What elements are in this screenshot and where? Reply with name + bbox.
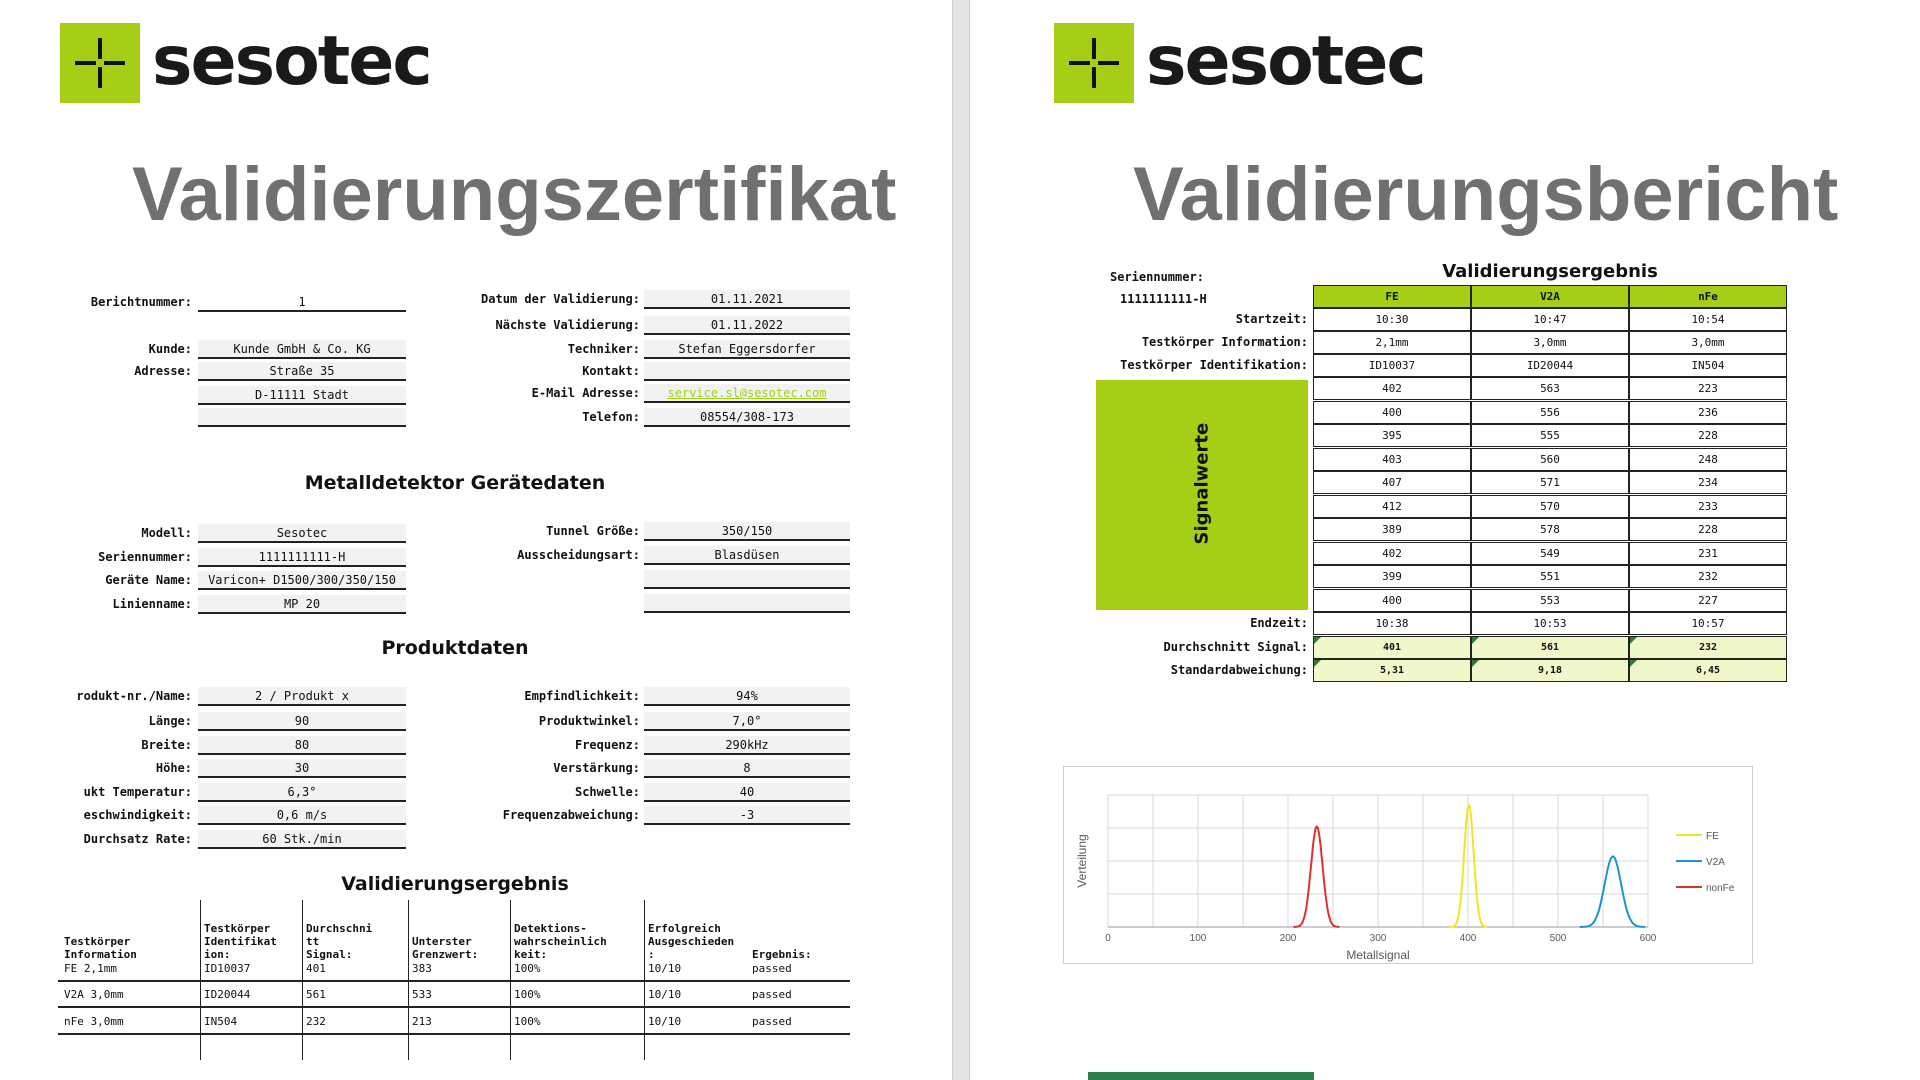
note-marker-icon bbox=[1472, 637, 1479, 644]
field-value: 40 bbox=[644, 783, 850, 802]
signal-value-cell: 556 bbox=[1471, 401, 1629, 424]
std-deviation-cell bbox=[1629, 659, 1787, 682]
field-value: 1111111111-H bbox=[198, 548, 406, 567]
table-row-divider bbox=[58, 1033, 850, 1035]
field-value: 1 bbox=[198, 293, 406, 312]
field-value: -3 bbox=[644, 806, 850, 825]
signal-value-cell: 571 bbox=[1471, 471, 1629, 494]
testpiece-info-cell: 2,1mm bbox=[1313, 331, 1471, 354]
y-axis-label: Verteilung bbox=[1075, 834, 1089, 888]
table-header: Durchschni tt Signal: bbox=[306, 922, 373, 961]
testpiece-info-cell: 3,0mm bbox=[1629, 331, 1787, 354]
row-label: Testkörper Identifikation: bbox=[1120, 358, 1308, 372]
note-marker-icon bbox=[1314, 637, 1321, 644]
signal-value-cell: 563 bbox=[1471, 377, 1629, 400]
signal-value-cell: 389 bbox=[1313, 518, 1471, 541]
field-value: Straße 35 bbox=[198, 362, 406, 381]
row-label: Testkörper Information: bbox=[1141, 335, 1308, 349]
testpiece-info-cell: 3,0mm bbox=[1471, 331, 1629, 354]
signal-value-cell: 228 bbox=[1629, 424, 1787, 447]
product-section-title: Produktdaten bbox=[381, 637, 529, 659]
field-value: 350/150 bbox=[644, 522, 850, 541]
std-deviation-cell bbox=[1471, 659, 1629, 682]
field-value: 2 / Produkt x bbox=[198, 687, 406, 706]
field-label: rodukt-nr./Name: bbox=[76, 689, 192, 703]
certificate-page bbox=[0, 0, 952, 1080]
signal-value-cell: 578 bbox=[1471, 518, 1629, 541]
table-header: Ergebnis: bbox=[752, 948, 812, 961]
row-label: Durchschnitt Signal: bbox=[1163, 640, 1308, 654]
x-tick-label: 300 bbox=[1369, 933, 1387, 944]
field-label: Nächste Validierung: bbox=[495, 318, 640, 332]
field-label: Frequenz: bbox=[574, 738, 640, 752]
field-label: Frequenzabweichung: bbox=[502, 808, 640, 822]
table-cell: ID20044 bbox=[204, 988, 251, 1001]
field-label: Techniker: bbox=[567, 342, 640, 356]
field-value: 6,3° bbox=[198, 783, 406, 802]
cell-value: 401 bbox=[1382, 642, 1402, 653]
x-tick-label: 0 bbox=[1105, 933, 1111, 944]
signal-value-cell: 570 bbox=[1471, 495, 1629, 518]
average-signal-cell bbox=[1313, 636, 1471, 659]
field-value: 01.11.2021 bbox=[644, 290, 850, 309]
field-label: Kunde: bbox=[148, 342, 192, 356]
signal-value-cell: 400 bbox=[1313, 589, 1471, 612]
email-link[interactable]: service.sl@sesotec.com bbox=[644, 384, 850, 403]
cell-value: 5,31 bbox=[1379, 665, 1405, 676]
signal-value-cell: 399 bbox=[1313, 565, 1471, 588]
field-value: D-11111 Stadt bbox=[198, 386, 406, 405]
field-value bbox=[198, 408, 406, 427]
note-marker-icon bbox=[1472, 660, 1479, 667]
table-cell: 100% bbox=[514, 962, 541, 975]
start-time-cell: 10:47 bbox=[1471, 308, 1629, 331]
table-column-divider bbox=[644, 900, 645, 1060]
field-label: Produktwinkel: bbox=[538, 714, 640, 728]
field-value: 94% bbox=[644, 687, 850, 706]
brand-name: sesotec bbox=[1146, 22, 1425, 101]
start-time-cell: 10:54 bbox=[1629, 308, 1787, 331]
field-value bbox=[644, 594, 850, 613]
start-time-cell: 10:30 bbox=[1313, 308, 1471, 331]
end-time-cell: 10:53 bbox=[1471, 612, 1629, 635]
field-label: Länge: bbox=[148, 714, 192, 728]
field-value bbox=[644, 362, 850, 381]
signal-value-cell: 248 bbox=[1629, 448, 1787, 471]
table-cell: ID10037 bbox=[204, 962, 251, 975]
sesotec-logo-icon bbox=[60, 23, 140, 103]
table-row-divider bbox=[58, 1006, 850, 1008]
field-value: 7,0° bbox=[644, 712, 850, 731]
field-value: Stefan Eggersdorfer bbox=[644, 340, 850, 359]
note-marker-icon bbox=[1630, 660, 1637, 667]
field-value: 90 bbox=[198, 712, 406, 731]
signal-value-cell: 228 bbox=[1629, 518, 1787, 541]
column-header: nFe bbox=[1629, 285, 1787, 308]
end-time-cell: 10:38 bbox=[1313, 612, 1471, 635]
footer-bar bbox=[1088, 1072, 1314, 1080]
note-marker-icon bbox=[1314, 660, 1321, 667]
legend-entry: nonFe bbox=[1706, 883, 1735, 894]
table-cell: FE 2,1mm bbox=[64, 962, 117, 975]
average-signal-cell bbox=[1471, 636, 1629, 659]
signal-distribution-chart bbox=[1063, 766, 1753, 964]
field-label: Empfindlichkeit: bbox=[524, 689, 640, 703]
signal-value-cell: 402 bbox=[1313, 542, 1471, 565]
table-cell: nFe 3,0mm bbox=[64, 1015, 124, 1028]
field-label: Tunnel Größe: bbox=[546, 524, 640, 538]
field-label: ukt Temperatur: bbox=[83, 785, 192, 799]
table-column-divider bbox=[200, 900, 201, 1060]
x-tick-label: 100 bbox=[1189, 933, 1207, 944]
testpiece-id-cell: ID10037 bbox=[1313, 354, 1471, 377]
signal-value-cell: 403 bbox=[1313, 448, 1471, 471]
field-label: Datum der Validierung: bbox=[481, 292, 640, 306]
table-header: Testkörper Information bbox=[64, 935, 137, 961]
row-label: Standardabweichung: bbox=[1170, 663, 1308, 677]
table-cell: 10/10 bbox=[648, 988, 682, 1001]
field-value: 60 Stk./min bbox=[198, 830, 406, 849]
signal-value-cell: 400 bbox=[1313, 401, 1471, 424]
serial-value: 1111111111-H bbox=[1120, 292, 1207, 306]
table-cell: 383 bbox=[412, 962, 432, 975]
signal-values-block bbox=[1096, 380, 1308, 610]
signal-value-cell: 551 bbox=[1471, 565, 1629, 588]
end-time-cell: 10:57 bbox=[1629, 612, 1787, 635]
table-cell: 213 bbox=[412, 1015, 432, 1028]
legend-entry: FE bbox=[1706, 831, 1719, 842]
table-cell: 100% bbox=[514, 1015, 541, 1028]
column-header: V2A bbox=[1471, 285, 1629, 308]
sesotec-logo-icon bbox=[1054, 23, 1134, 103]
table-cell: 401 bbox=[306, 962, 326, 975]
signal-value-cell: 412 bbox=[1313, 495, 1471, 518]
field-value: 08554/308-173 bbox=[644, 408, 850, 427]
chart-svg bbox=[1064, 767, 1752, 963]
cell-value: 232 bbox=[1698, 642, 1718, 653]
validation-section-title: Validierungsergebnis bbox=[341, 873, 569, 895]
table-row-divider bbox=[58, 980, 850, 982]
x-tick-label: 600 bbox=[1639, 933, 1657, 944]
table-header: Detektions- wahrscheinlich keit: bbox=[514, 922, 607, 961]
signal-value-cell: 233 bbox=[1629, 495, 1787, 518]
page-gutter bbox=[952, 0, 970, 1080]
brand-name: sesotec bbox=[152, 22, 431, 101]
signal-value-cell: 223 bbox=[1629, 377, 1787, 400]
serial-label: Seriennummer: bbox=[1110, 270, 1204, 284]
field-label: Seriennummer: bbox=[98, 550, 192, 564]
std-deviation-cell bbox=[1313, 659, 1471, 682]
field-value: 30 bbox=[198, 759, 406, 778]
signal-value-cell: 232 bbox=[1629, 565, 1787, 588]
signal-value-cell: 227 bbox=[1629, 589, 1787, 612]
average-signal-cell bbox=[1629, 636, 1787, 659]
legend-entry: V2A bbox=[1706, 857, 1725, 868]
field-value: 80 bbox=[198, 736, 406, 755]
field-value: Varicon+ D1500/300/350/150 bbox=[198, 571, 406, 590]
field-label: Berichtnummer: bbox=[90, 295, 192, 309]
field-label: Verstärkung: bbox=[553, 761, 640, 775]
field-label: Schwelle: bbox=[574, 785, 640, 799]
series-line bbox=[1580, 856, 1645, 927]
note-marker-icon bbox=[1630, 637, 1637, 644]
report-page bbox=[970, 0, 1920, 1080]
field-value: Sesotec bbox=[198, 524, 406, 543]
signal-values-label: Signalwerte bbox=[1191, 422, 1213, 545]
report-title: Validierungsbericht bbox=[1133, 152, 1839, 237]
field-value: Blasdüsen bbox=[644, 546, 850, 565]
testpiece-id-cell: ID20044 bbox=[1471, 354, 1629, 377]
field-label: Telefon: bbox=[582, 410, 640, 424]
signal-value-cell: 407 bbox=[1313, 471, 1471, 494]
signal-value-cell: 395 bbox=[1313, 424, 1471, 447]
signal-value-cell: 234 bbox=[1629, 471, 1787, 494]
field-label: Linienname: bbox=[112, 597, 192, 611]
field-value: MP 20 bbox=[198, 595, 406, 614]
field-label: Modell: bbox=[141, 526, 192, 540]
signal-value-cell: 560 bbox=[1471, 448, 1629, 471]
cell-value: 561 bbox=[1540, 642, 1560, 653]
table-column-divider bbox=[510, 900, 511, 1060]
table-cell: 232 bbox=[306, 1015, 326, 1028]
field-value: 8 bbox=[644, 759, 850, 778]
table-header: Testkörper Identifikat ion: bbox=[204, 922, 277, 961]
testpiece-id-cell: IN504 bbox=[1629, 354, 1787, 377]
table-header: Unterster Grenzwert: bbox=[412, 935, 479, 961]
table-cell: passed bbox=[752, 1015, 792, 1028]
table-cell: IN504 bbox=[204, 1015, 238, 1028]
field-value bbox=[644, 570, 850, 589]
signal-value-cell: 402 bbox=[1313, 377, 1471, 400]
field-label: Durchsatz Rate: bbox=[83, 832, 192, 846]
table-cell: passed bbox=[752, 988, 792, 1001]
table-cell: V2A 3,0mm bbox=[64, 988, 124, 1001]
cell-value: 6,45 bbox=[1695, 665, 1721, 676]
table-header: Erfolgreich Ausgeschieden : bbox=[648, 922, 735, 961]
field-label: eschwindigkeit: bbox=[83, 808, 192, 822]
field-value: 0,6 m/s bbox=[198, 806, 406, 825]
table-cell: 10/10 bbox=[648, 1015, 682, 1028]
field-label: Geräte Name: bbox=[105, 573, 192, 587]
x-axis-label: Metallsignal bbox=[1346, 948, 1410, 962]
field-label: Kontakt: bbox=[582, 364, 640, 378]
column-header: FE bbox=[1313, 285, 1471, 308]
field-value: Kunde GmbH & Co. KG bbox=[198, 340, 406, 359]
signal-value-cell: 231 bbox=[1629, 542, 1787, 565]
field-label: E-Mail Adresse: bbox=[531, 386, 640, 400]
field-label: Breite: bbox=[141, 738, 192, 752]
field-label: Höhe: bbox=[155, 761, 192, 775]
signal-value-cell: 553 bbox=[1471, 589, 1629, 612]
series-line bbox=[1450, 805, 1488, 927]
table-cell: 561 bbox=[306, 988, 326, 1001]
field-label: Ausscheidungsart: bbox=[517, 548, 640, 562]
certificate-title: Validierungszertifikat bbox=[132, 152, 897, 237]
table-cell: 10/10 bbox=[648, 962, 682, 975]
table-cell: 100% bbox=[514, 988, 541, 1001]
signal-value-cell: 555 bbox=[1471, 424, 1629, 447]
result-title: Validierungsergebnis bbox=[1442, 261, 1658, 282]
x-tick-label: 200 bbox=[1279, 933, 1297, 944]
signal-value-cell: 236 bbox=[1629, 401, 1787, 424]
field-value: 01.11.2022 bbox=[644, 316, 850, 335]
table-column-divider bbox=[302, 900, 303, 1060]
field-value: 290kHz bbox=[644, 736, 850, 755]
cell-value: 9,18 bbox=[1537, 665, 1563, 676]
table-cell: passed bbox=[752, 962, 792, 975]
x-tick-label: 500 bbox=[1549, 933, 1567, 944]
row-label: Startzeit: bbox=[1235, 312, 1308, 326]
table-cell: 533 bbox=[412, 988, 432, 1001]
device-section-title: Metalldetektor Gerätedaten bbox=[304, 472, 606, 494]
signal-value-cell: 549 bbox=[1471, 542, 1629, 565]
row-label: Endzeit: bbox=[1250, 616, 1308, 630]
field-label: Adresse: bbox=[134, 364, 192, 378]
x-tick-label: 400 bbox=[1459, 933, 1477, 944]
table-column-divider bbox=[408, 900, 409, 1060]
